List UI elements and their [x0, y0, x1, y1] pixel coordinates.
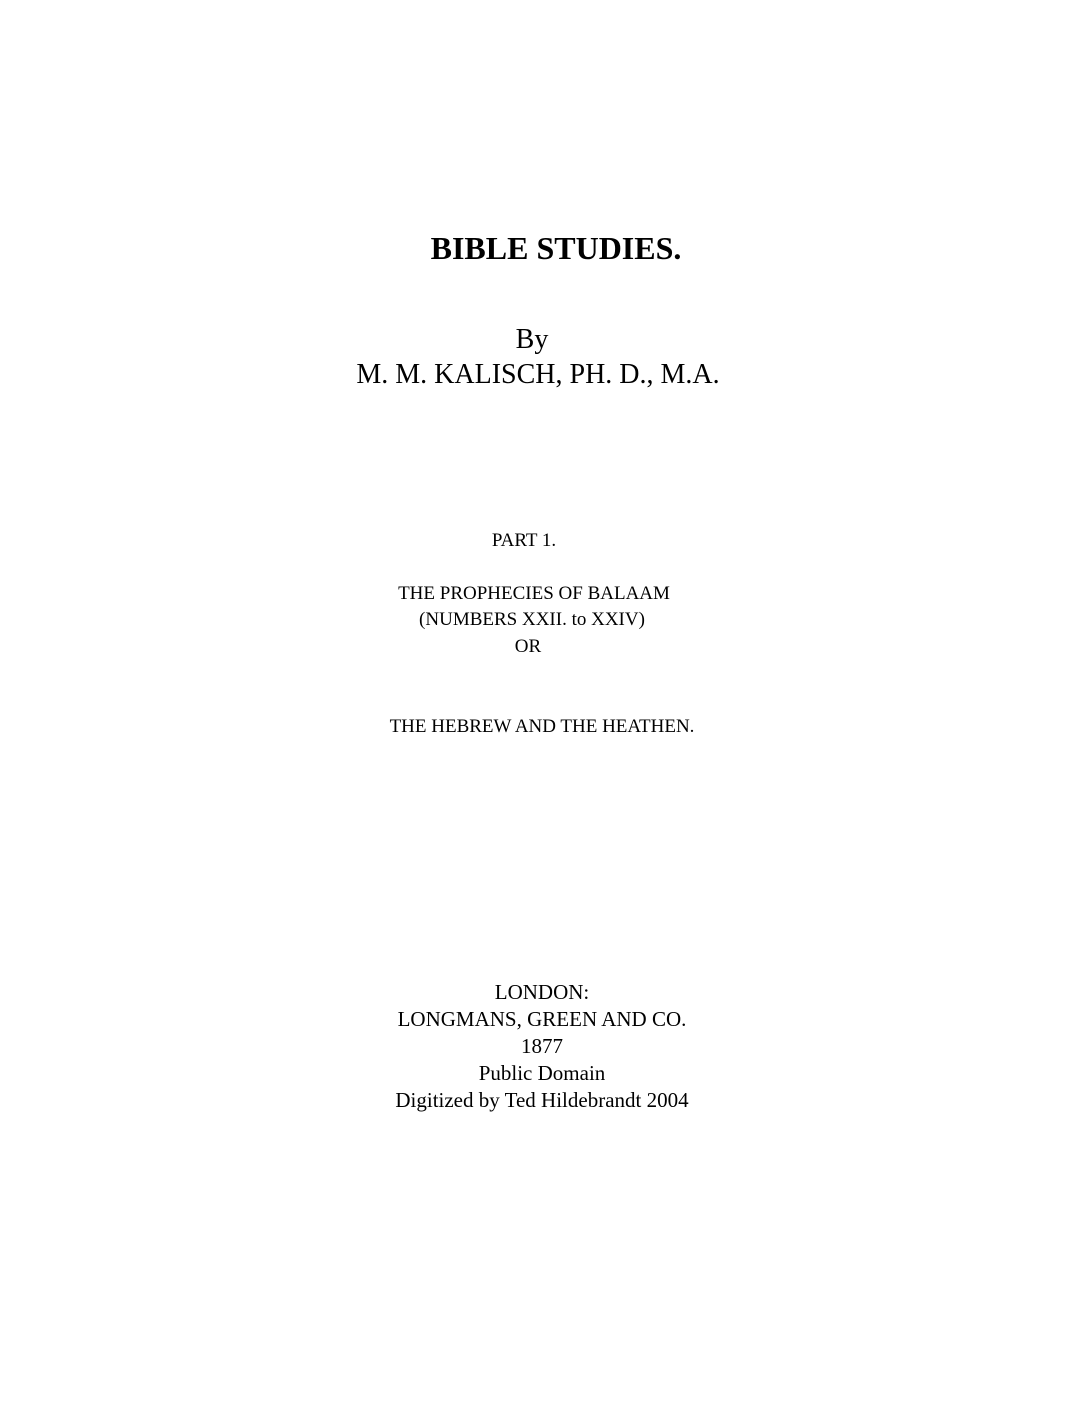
- subtitle-line-1: THE PROPHECIES OF BALAAM: [398, 583, 670, 604]
- publication-block: [0, 979, 1086, 1114]
- publisher-name: LONGMANS, GREEN AND CO.: [397, 1007, 687, 1031]
- byline: By: [515, 324, 549, 355]
- subtitle-line-4: THE HEBREW AND THE HEATHEN.: [389, 716, 695, 737]
- part-number: PART 1.: [491, 530, 557, 551]
- book-title: BIBLE STUDIES.: [430, 230, 682, 266]
- publication-place: LONDON:: [494, 980, 590, 1004]
- author-name: M. M. KALISCH, PH. D., M.A.: [356, 359, 720, 390]
- rights-statement: Public Domain: [478, 1061, 606, 1085]
- subtitle-line-2: (NUMBERS XXII. to XXIV): [419, 609, 645, 630]
- digitization-credit: Digitized by Ted Hildebrandt 2004: [395, 1088, 689, 1112]
- publication-year: 1877: [521, 1034, 563, 1058]
- subtitle-line-3: OR: [514, 636, 542, 657]
